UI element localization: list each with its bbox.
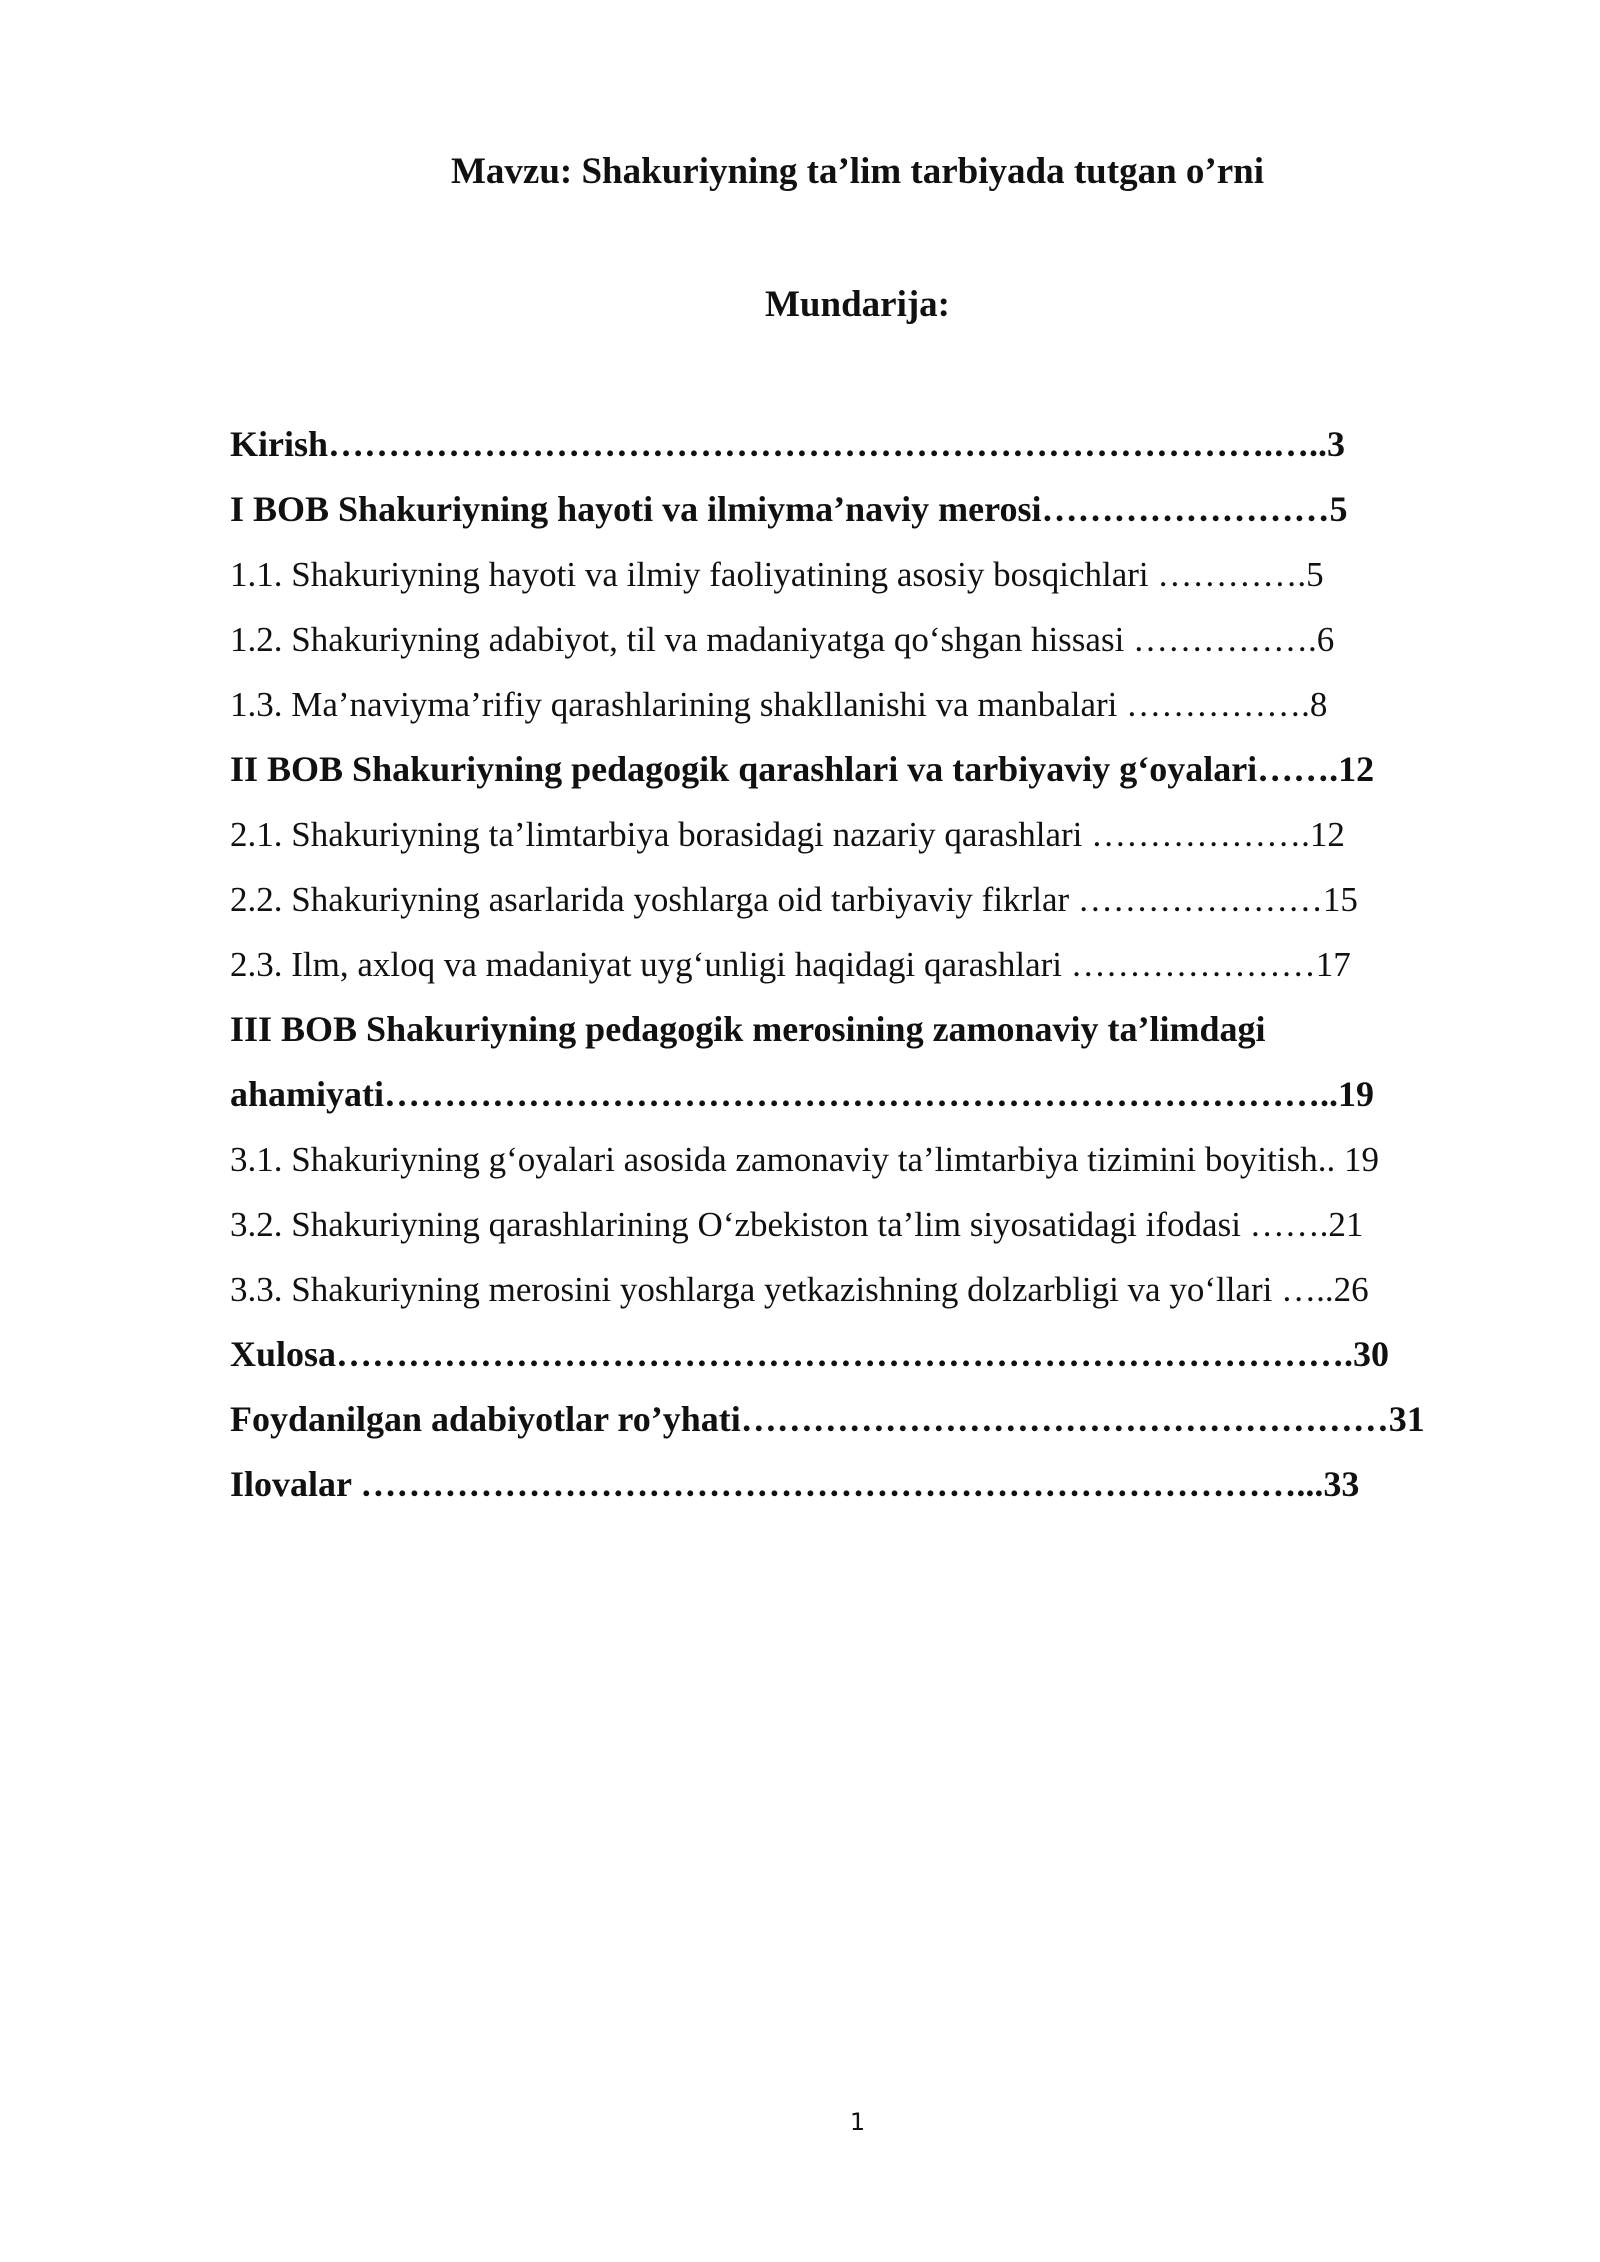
page-number: 1 — [849, 2108, 866, 2136]
toc-entry: 3.2. Shakuriyning qarashlarining O‘zbekiston ta’lim siyosatidagi ifodasi …….21 — [230, 1205, 1364, 1244]
toc-entry: Ilovalar ……………………………………………………………………...33 — [230, 1464, 1360, 1504]
table-of-contents — [230, 412, 1530, 1517]
toc-entry: 2.3. Ilm, axloq va madaniyat uyg‘unligi haqidagi qarashlari …………………17 — [230, 945, 1351, 984]
toc-entry: 1.3. Ma’naviyma’rifiy qarashlarining shakllanishi va manbalari …………….8 — [230, 685, 1328, 724]
toc-entry: Kirish…………………………………………………………………….…..3 — [230, 424, 1346, 464]
contents-heading: Mundarija: — [765, 284, 950, 325]
toc-entry: 3.1. Shakuriyning g‘oyalari asosida zamonaviy ta’limtarbiya tizimini boyitish.. 19 — [230, 1140, 1379, 1179]
toc-entry: III BOB Shakuriyning pedagogik merosining zamonaviy ta’limdagi — [230, 1009, 1266, 1049]
toc-entry: 2.1. Shakuriyning ta’limtarbiya borasidagi nazariy qarashlari ……………….12 — [230, 815, 1345, 854]
toc-entry: Foydanilgan adabiyotlar ro’yhati………………………………………………31 — [230, 1399, 1425, 1439]
toc-entry: 1.1. Shakuriyning hayoti va ilmiy faoliyatining asosiy bosqichlari ………….5 — [230, 555, 1324, 594]
toc-entry: II BOB Shakuriyning pedagogik qarashlari va tarbiyaviy g‘oyalari…….12 — [230, 749, 1375, 789]
toc-entry: 2.2. Shakuriyning asarlarida yoshlarga oid tarbiyaviy fikrlar …………………15 — [230, 880, 1358, 919]
toc-entry: 1.2. Shakuriyning adabiyot, til va madaniyatga qo‘shgan hissasi …………….6 — [230, 620, 1335, 659]
toc-entry: ahamiyati……………………………………………………………………..19 — [230, 1074, 1375, 1114]
toc-entry: I BOB Shakuriyning hayoti va ilmiyma’naviy merosi……………………5 — [230, 489, 1348, 529]
toc-entry: 3.3. Shakuriyning merosini yoshlarga yetkazishning dolzarbligi va yo‘llari …..26 — [230, 1270, 1369, 1309]
document-topic: Mavzu: Shakuriyning ta’lim tarbiyada tutgan o’rni — [450, 151, 1265, 192]
toc-entry: Xulosa………………………………………………………………………….30 — [230, 1334, 1390, 1374]
